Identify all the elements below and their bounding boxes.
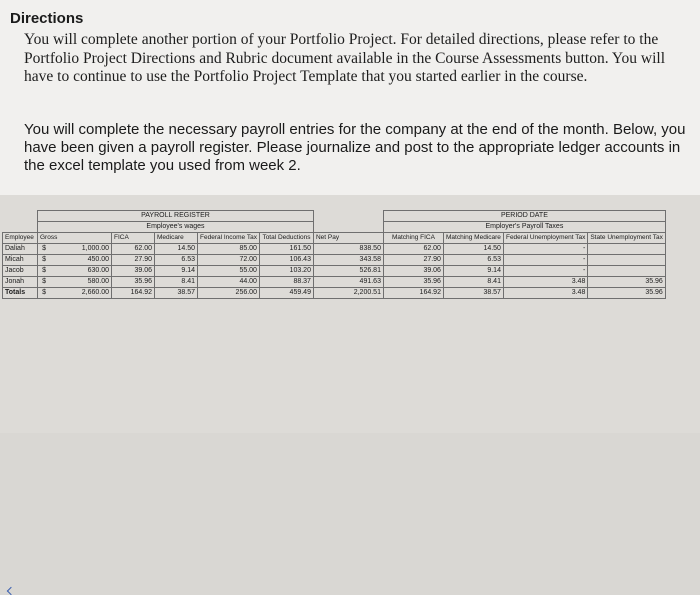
employer-taxes-label: Employer's Payroll Taxes <box>383 222 665 233</box>
total-deductions-cell: 459.49 <box>259 288 313 299</box>
total-deductions-cell: 106.43 <box>259 255 313 266</box>
totals-row <box>3 288 666 299</box>
header-fica: FICA <box>112 233 155 244</box>
register-title: PAYROLL REGISTER <box>38 211 314 222</box>
table-row <box>3 255 666 266</box>
header-gross: Gross <box>38 233 112 244</box>
payroll-register-photo <box>0 195 700 433</box>
federal-income-tax-cell: 256.00 <box>198 288 260 299</box>
directions-body: You will complete another portion of your Portfolio Project. For detailed directions, please refer to the Portfolio Project Directions and Rubric document available in the Course Assessments button. You will have to continue to use the Portfolio Project Template that you started earlier in the course. <box>24 31 666 86</box>
suta-cell: 35.96 <box>588 288 666 299</box>
matching-fica-cell: 35.96 <box>383 277 443 288</box>
total-deductions-cell: 161.50 <box>259 244 313 255</box>
fica-cell: 27.90 <box>112 255 155 266</box>
currency-symbol: $ <box>42 267 46 274</box>
suta-cell <box>588 255 666 266</box>
fica-cell: 35.96 <box>112 277 155 288</box>
matching-medicare-cell: 14.50 <box>443 244 503 255</box>
medicare-cell: 9.14 <box>155 266 198 277</box>
header-employee: Employee <box>3 233 38 244</box>
gross-cell: $ 630.00 <box>38 266 112 277</box>
fica-cell: 164.92 <box>112 288 155 299</box>
employee-name: Jonah <box>3 277 38 288</box>
total-deductions-cell: 103.20 <box>259 266 313 277</box>
matching-medicare-cell: 8.41 <box>443 277 503 288</box>
matching-fica-cell: 62.00 <box>383 244 443 255</box>
employee-name: Daliah <box>3 244 38 255</box>
net-pay-cell: 491.63 <box>313 277 383 288</box>
net-pay-cell: 343.58 <box>313 255 383 266</box>
suta-cell <box>588 266 666 277</box>
currency-symbol: $ <box>42 245 46 252</box>
matching-medicare-cell: 38.57 <box>443 288 503 299</box>
employee-name: Micah <box>3 255 38 266</box>
gross-cell: $ 1,000.00 <box>38 244 112 255</box>
table-row <box>3 244 666 255</box>
totals-label: Totals <box>3 288 38 299</box>
fica-cell: 39.06 <box>112 266 155 277</box>
futa-cell: 3.48 <box>503 288 587 299</box>
fica-cell: 62.00 <box>112 244 155 255</box>
medicare-cell: 38.57 <box>155 288 198 299</box>
header-matching-medicare: Matching Medicare <box>443 233 503 244</box>
header-net-pay: Net Pay <box>313 233 383 244</box>
header-medicare: Medicare <box>155 233 198 244</box>
suta-cell: 35.96 <box>588 277 666 288</box>
matching-fica-cell: 39.06 <box>383 266 443 277</box>
header-federal-income-tax: Federal Income Tax <box>198 233 260 244</box>
matching-medicare-cell: 6.53 <box>443 255 503 266</box>
cursor-arrow-icon <box>7 587 15 595</box>
federal-income-tax-cell: 85.00 <box>198 244 260 255</box>
futa-cell: - <box>503 266 587 277</box>
net-pay-cell: 2,200.51 <box>313 288 383 299</box>
employee-wages-label: Employee's wages <box>38 222 314 233</box>
payroll-instructions: You will complete the necessary payroll entries for the company at the end of the month. Below, you have been given a payroll register. Please journalize and post to the appropriate ledger accounts in the excel template you used from week 2. <box>24 121 686 174</box>
gross-cell: $ 580.00 <box>38 277 112 288</box>
matching-fica-cell: 27.90 <box>383 255 443 266</box>
futa-cell: 3.48 <box>503 277 587 288</box>
header-total-deductions: Total Deductions <box>259 233 313 244</box>
medicare-cell: 14.50 <box>155 244 198 255</box>
medicare-cell: 8.41 <box>155 277 198 288</box>
total-deductions-cell: 88.37 <box>259 277 313 288</box>
federal-income-tax-cell: 44.00 <box>198 277 260 288</box>
table-row <box>3 277 666 288</box>
matching-fica-cell: 164.92 <box>383 288 443 299</box>
federal-income-tax-cell: 72.00 <box>198 255 260 266</box>
period-date-label: PERIOD DATE <box>383 211 665 222</box>
instructions-panel <box>0 0 700 195</box>
federal-income-tax-cell: 55.00 <box>198 266 260 277</box>
header-matching-fica: Matching FICA <box>383 233 443 244</box>
directions-title: Directions <box>10 10 84 27</box>
payroll-register-table <box>2 210 666 299</box>
medicare-cell: 6.53 <box>155 255 198 266</box>
matching-medicare-cell: 9.14 <box>443 266 503 277</box>
net-pay-cell: 526.81 <box>313 266 383 277</box>
currency-symbol: $ <box>42 256 46 263</box>
header-state-unemployment: State Unemployment Tax <box>588 233 666 244</box>
net-pay-cell: 838.50 <box>313 244 383 255</box>
futa-cell: - <box>503 244 587 255</box>
currency-symbol: $ <box>42 278 46 285</box>
header-federal-unemployment: Federal Unemployment Tax <box>503 233 587 244</box>
employee-name: Jacob <box>3 266 38 277</box>
table-row <box>3 266 666 277</box>
gross-cell: $ 450.00 <box>38 255 112 266</box>
suta-cell <box>588 244 666 255</box>
currency-symbol: $ <box>42 289 46 296</box>
futa-cell: - <box>503 255 587 266</box>
gross-cell: $ 2,660.00 <box>38 288 112 299</box>
